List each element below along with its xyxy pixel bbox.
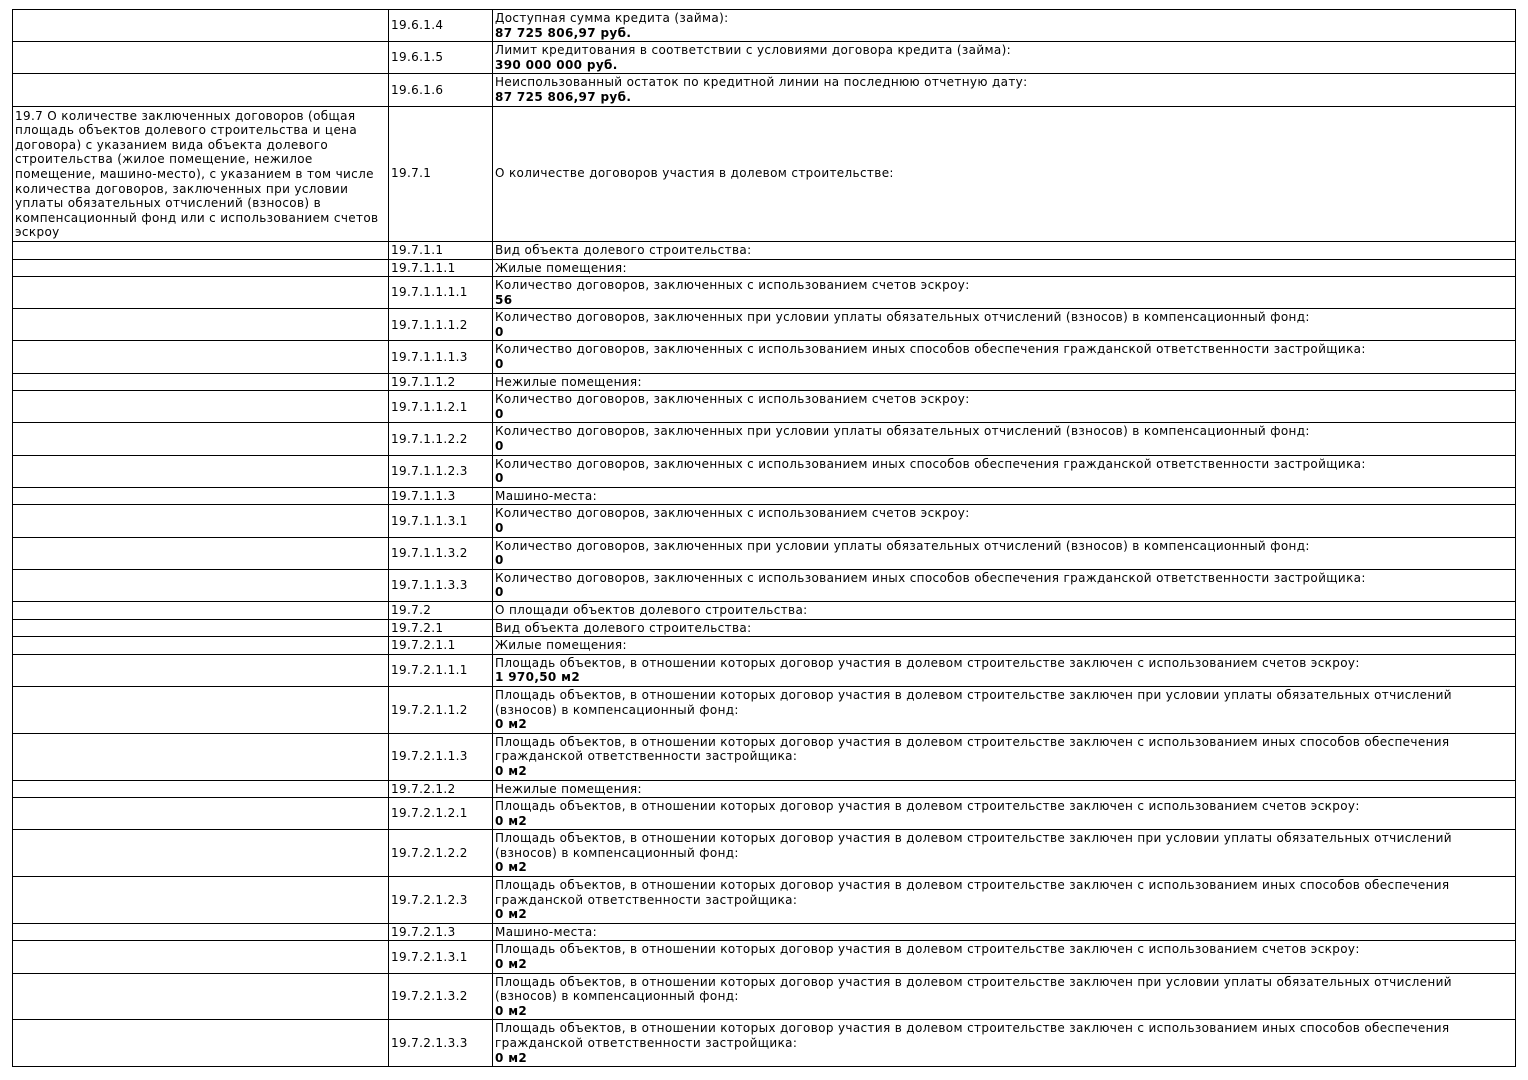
item-value: 87 725 806,97 руб. [495,89,632,104]
item-number: 19.7.2.1.2.2 [389,830,493,877]
table-row [13,830,1516,877]
table-row [13,241,1516,259]
table-row [13,941,1516,973]
section-cell [13,373,389,391]
item-label: О количестве договоров участия в долевом строительстве: [495,166,894,181]
item-description [493,601,1516,619]
item-value: 1 970,50 м2 [495,670,581,685]
item-number: 19.7.2.1 [389,619,493,637]
table-row [13,923,1516,941]
item-number: 19.7.1.1.2 [389,373,493,391]
item-label: Доступная сумма кредита (займа): [495,11,729,25]
item-number: 19.7.2.1.1 [389,637,493,655]
item-number: 19.7.2.1.3.2 [389,973,493,1020]
item-label: Площадь объектов, в отношении которых договор участия в долевом строительстве заключен с использованием иных способов обеспечения гражданской ответственности застройщика: [495,734,1450,764]
item-label: Жилые помещения: [495,260,627,275]
table-row [13,10,1516,42]
section-cell [13,341,389,373]
item-label: Площадь объектов, в отношении которых договор участия в долевом строительстве заключен с использованием иных способов обеспечения гражданской ответственности застройщика: [495,1021,1450,1050]
item-label: Лимит кредитования в соответствии с условиями договора кредита (займа): [495,43,1011,58]
item-description [493,654,1516,686]
section-cell [13,423,389,455]
table-row [13,455,1516,487]
item-number: 19.7.1.1 [389,241,493,259]
item-label: О площади объектов долевого строительства: [495,602,808,617]
item-label: Количество договоров, заключенных с использованием счетов эскроу: [495,278,970,293]
item-label: Вид объекта долевого строительства: [495,620,752,635]
section-cell [13,619,389,637]
section-cell [13,877,389,924]
item-label: Площадь объектов, в отношении которых договор участия в долевом строительстве заключен при условии уплаты обязательных отчислений (взносов) в компенсационный фонд: [495,974,1452,1004]
section-cell [13,241,389,259]
item-label: Площадь объектов, в отношении которых договор участия в долевом строительстве заключен с использованием счетов эскроу: [495,942,1360,957]
section-cell [13,733,389,780]
item-value: 0 [495,357,504,372]
item-number: 19.7.2.1.2 [389,780,493,798]
section-cell [13,637,389,655]
item-description [493,686,1516,733]
item-label: Количество договоров, заключенных с использованием иных способов обеспечения гражданской ответственности застройщика: [495,342,1366,357]
section-cell [13,923,389,941]
item-description [493,423,1516,455]
item-label: Вид объекта долевого строительства: [495,242,752,257]
table-row [13,686,1516,733]
item-label: Машино-места: [495,924,597,939]
item-description [493,941,1516,973]
item-value: 390 000 000 руб. [495,57,618,72]
table-row [13,619,1516,637]
declaration-table [12,9,1516,1067]
section-cell [13,74,389,106]
item-label: Неиспользованный остаток по кредитной линии на последнюю отчетную дату: [495,75,1028,90]
item-label: Количество договоров, заключенных при условии уплаты обязательных отчислений (взносов) в компенсационный фонд: [495,310,1310,325]
item-label: Количество договоров, заключенных с использованием счетов эскроу: [495,392,970,407]
item-description [493,877,1516,924]
table-row [13,973,1516,1020]
table-row [13,537,1516,569]
table-row [13,106,1516,241]
item-value: 0 м2 [495,763,528,778]
item-description [493,637,1516,655]
section-cell [13,1020,389,1067]
section-cell [13,277,389,309]
table-row [13,309,1516,341]
item-number: 19.6.1.5 [389,42,493,74]
item-number: 19.7.1.1.1.2 [389,309,493,341]
item-label: Жилые помещения: [495,638,627,653]
item-description [493,455,1516,487]
item-value: 0 м2 [495,717,528,732]
table-row [13,733,1516,780]
item-number: 19.7.2.1.3.1 [389,941,493,973]
item-description [493,569,1516,601]
section-cell [13,537,389,569]
item-description [493,74,1516,106]
table-row [13,259,1516,277]
item-label: Площадь объектов, в отношении которых договор участия в долевом строительстве заключен при условии уплаты обязательных отчислений (взносов) в компенсационный фонд: [495,687,1452,717]
item-number: 19.7.1.1.3.1 [389,505,493,537]
item-value: 0 [495,471,504,486]
item-number: 19.7.2 [389,601,493,619]
item-number: 19.7.2.1.3 [389,923,493,941]
table-row [13,877,1516,924]
item-label: Площадь объектов, в отношении которых договор участия в долевом строительстве заключен при условии уплаты обязательных отчислений (взносов) в компенсационный фонд: [495,831,1452,860]
item-description [493,619,1516,637]
table-row [13,391,1516,423]
item-label: Количество договоров, заключенных при условии уплаты обязательных отчислений (взносов) в компенсационный фонд: [495,538,1310,553]
item-value: 0 м2 [495,813,528,828]
item-description [493,259,1516,277]
item-value: 0 м2 [495,1050,528,1065]
table-row [13,74,1516,106]
item-number: 19.6.1.6 [389,74,493,106]
table-row [13,601,1516,619]
item-description [493,341,1516,373]
item-description [493,780,1516,798]
item-label: Нежилые помещения: [495,374,642,389]
section-cell [13,42,389,74]
section-cell [13,601,389,619]
item-label: Количество договоров, заключенных с использованием иных способов обеспечения гражданской ответственности застройщика: [495,456,1366,471]
section-cell [13,973,389,1020]
item-label: Количество договоров, заключенных с использованием счетов эскроу: [495,506,970,521]
item-number: 19.7.1.1.2.3 [389,455,493,487]
item-number: 19.7.2.1.1.1 [389,654,493,686]
section-cell [13,391,389,423]
section-cell [13,780,389,798]
section-cell [13,505,389,537]
section-cell [13,830,389,877]
table-row [13,569,1516,601]
item-number: 19.7.1.1.1.1 [389,277,493,309]
section-cell [13,654,389,686]
table-row [13,1020,1516,1067]
item-value: 0 м2 [495,907,528,922]
item-label: Количество договоров, заключенных с использованием иных способов обеспечения гражданской ответственности застройщика: [495,570,1366,585]
table-row [13,487,1516,505]
item-label: Нежилые помещения: [495,781,642,796]
declaration-table-body [13,10,1516,1067]
table-row [13,42,1516,74]
table-row [13,373,1516,391]
item-description [493,277,1516,309]
item-value: 0 [495,324,504,339]
item-description [493,537,1516,569]
item-value: 56 [495,292,513,307]
item-description [493,830,1516,877]
item-number: 19.6.1.4 [389,10,493,42]
item-description [493,505,1516,537]
item-description [493,798,1516,830]
item-description [493,973,1516,1020]
table-row [13,341,1516,373]
item-label: Количество договоров, заключенных при условии уплаты обязательных отчислений (взносов) в компенсационный фонд: [495,424,1310,439]
item-number: 19.7.2.1.2.1 [389,798,493,830]
item-number: 19.7.1.1.1 [389,259,493,277]
item-number: 19.7.2.1.2.3 [389,877,493,924]
table-row [13,780,1516,798]
item-description [493,391,1516,423]
table-row [13,277,1516,309]
item-label: Площадь объектов, в отношении которых договор участия в долевом строительстве заключен с использованием счетов эскроу: [495,799,1360,814]
section-cell [13,569,389,601]
item-number: 19.7.1.1.2.1 [389,391,493,423]
item-description [493,309,1516,341]
table-row [13,505,1516,537]
table-row [13,654,1516,686]
item-number: 19.7.1.1.2.2 [389,423,493,455]
item-number: 19.7.2.1.1.3 [389,733,493,780]
item-value: 0 [495,553,504,568]
item-description [493,42,1516,74]
item-description [493,487,1516,505]
item-value: 0 м2 [495,860,528,875]
item-description [493,373,1516,391]
item-number: 19.7.1 [389,106,493,241]
section-cell [13,309,389,341]
table-row [13,423,1516,455]
item-value: 0 м2 [495,957,528,972]
section-cell [13,259,389,277]
section-cell: 19.7 О количестве заключенных договоров (общая площадь объектов долевого строительства и цена договора) с указанием вида объекта долевого строительства (жилое помещение, нежилое помещение, машино-место), с указанием в том числе количества договоров, заключенных при условии уплаты обязательных отчислений (взносов) в компенсационный фонд или с использованием счетов эскроу [13,106,389,241]
item-value: 0 м2 [495,1003,528,1018]
item-description [493,733,1516,780]
item-label: Площадь объектов, в отношении которых договор участия в долевом строительстве заключен с использованием иных способов обеспечения гражданской ответственности застройщика: [495,878,1450,907]
item-value: 87 725 806,97 руб. [495,25,632,40]
item-description [493,1020,1516,1067]
item-label: Машино-места: [495,488,597,503]
item-number: 19.7.1.1.3.3 [389,569,493,601]
item-number: 19.7.2.1.3.3 [389,1020,493,1067]
item-description [493,10,1516,42]
table-row [13,637,1516,655]
item-number: 19.7.2.1.1.2 [389,686,493,733]
item-number: 19.7.1.1.1.3 [389,341,493,373]
item-description [493,923,1516,941]
item-description [493,106,1516,241]
item-value: 0 [495,585,504,600]
section-cell [13,798,389,830]
section-cell [13,487,389,505]
item-value: 0 [495,439,504,454]
section-cell [13,10,389,42]
table-row [13,798,1516,830]
item-value: 0 [495,406,504,421]
item-label: Площадь объектов, в отношении которых договор участия в долевом строительстве заключен с использованием счетов эскроу: [495,655,1360,670]
item-number: 19.7.1.1.3 [389,487,493,505]
section-cell [13,941,389,973]
section-cell [13,455,389,487]
item-description [493,241,1516,259]
item-number: 19.7.1.1.3.2 [389,537,493,569]
item-value: 0 [495,521,504,535]
section-cell [13,686,389,733]
